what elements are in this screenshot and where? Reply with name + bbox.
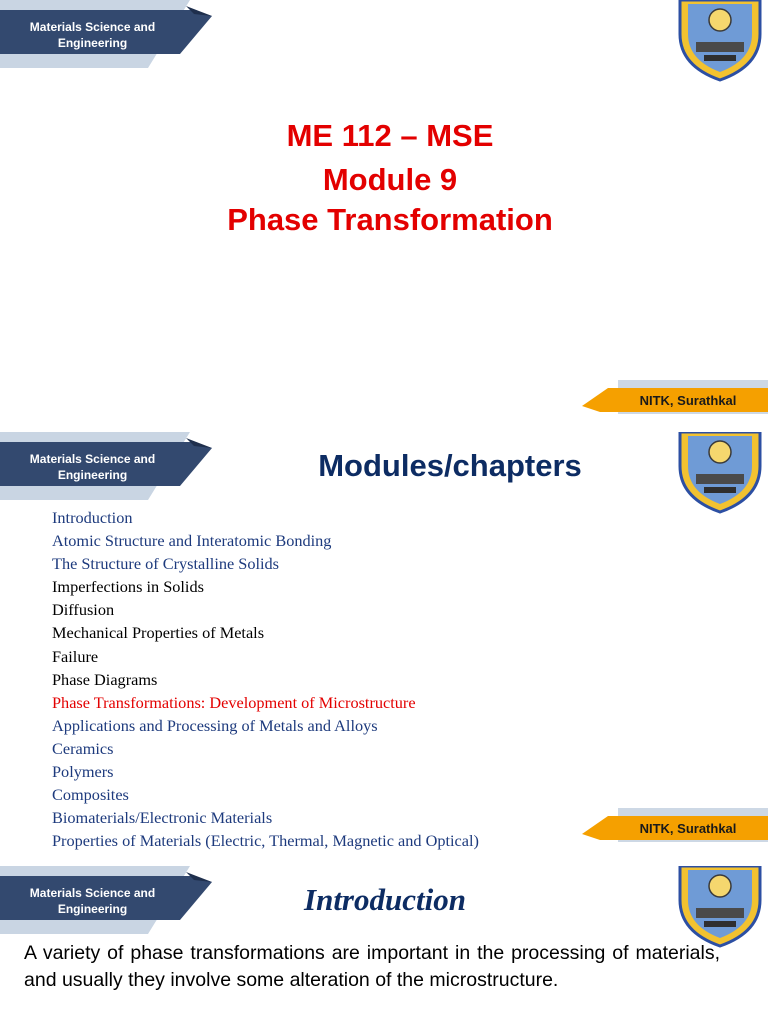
module-list-item: The Structure of Crystalline Solids — [52, 554, 279, 574]
nitk-emblem-logo — [674, 432, 766, 514]
slide-introduction — [0, 866, 768, 1024]
slide-title — [0, 0, 768, 432]
course-banner — [0, 0, 230, 72]
modules-heading: Modules/chapters — [318, 448, 582, 483]
slide-modules — [0, 432, 768, 866]
module-list-item: Applications and Processing of Metals and Alloys — [52, 715, 378, 735]
module-list-item: Properties of Materials (Electric, Thermal, Magnetic and Optical) — [52, 831, 479, 851]
institute-ribbon — [578, 808, 768, 850]
module-list-item: Imperfections in Solids — [52, 577, 204, 597]
module-list-item: Diffusion — [52, 600, 115, 620]
nitk-emblem-logo — [674, 0, 766, 82]
module-list-item: Biomaterials/Electronic Materials — [52, 808, 273, 828]
module-list-item: Composites — [52, 785, 129, 805]
institute-ribbon-label: NITK, Surathkal — [639, 821, 737, 836]
course-banner — [0, 866, 230, 938]
course-banner — [0, 432, 230, 504]
module-list-item: Phase Diagrams — [52, 669, 158, 689]
module-list — [52, 506, 479, 852]
course-banner-label: Materials Science and Engineering — [29, 886, 156, 916]
institute-ribbon-label: NITK, Surathkal — [639, 393, 737, 408]
module-list-item: Phase Transformations: Development of Microstructure — [52, 692, 416, 712]
module-list-item: Atomic Structure and Interatomic Bonding — [52, 531, 332, 551]
introduction-paragraph: A variety of phase transformations are important in the processing of materials, and usually they involve some alteration of the microstructure. — [24, 942, 720, 991]
module-topic-title: Phase Transformation — [227, 202, 553, 237]
module-list-item: Mechanical Properties of Metals — [52, 623, 265, 643]
module-list-item: Failure — [52, 646, 99, 666]
module-number-title: Module 9 — [322, 162, 458, 197]
course-code-title: ME 112 – MSE — [286, 118, 494, 153]
institute-ribbon — [578, 380, 768, 422]
module-list-item: Ceramics — [52, 738, 114, 758]
nitk-emblem-logo — [674, 866, 766, 948]
course-banner-label: Materials Science and Engineering — [29, 20, 156, 50]
course-banner-label: Materials Science and Engineering — [29, 452, 156, 482]
introduction-heading: Introduction — [304, 882, 466, 917]
module-list-item: Polymers — [52, 762, 114, 782]
module-list-item: Introduction — [52, 508, 133, 527]
